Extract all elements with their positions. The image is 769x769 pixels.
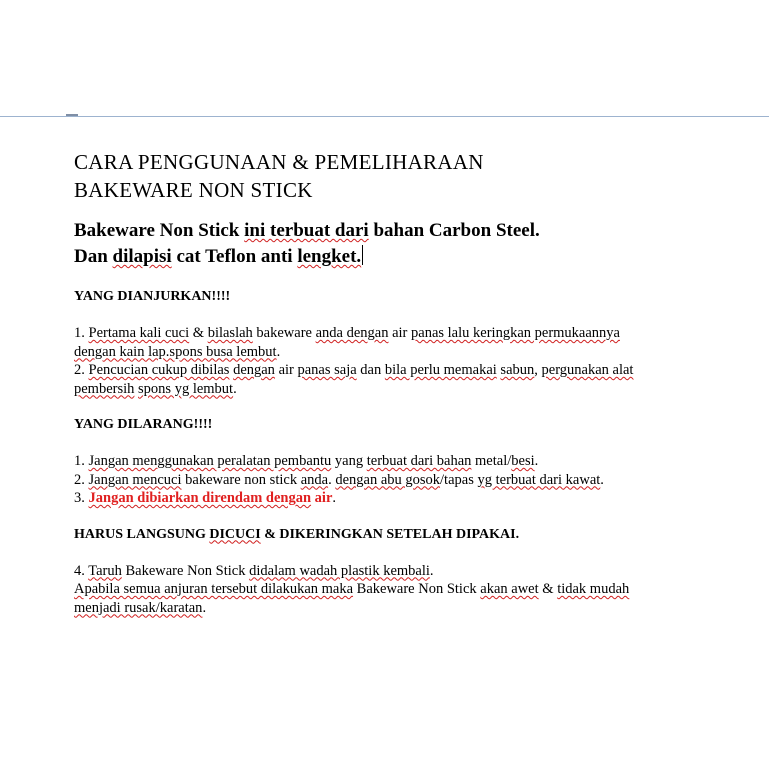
intro-text: cat Teflon anti: [171, 246, 298, 267]
section-heading-must-wash: [74, 526, 714, 544]
text-run: air: [274, 362, 298, 378]
section-heading-prohibited: YANG DILARANG!!!!: [74, 417, 213, 432]
spelling-flag: dengan: [233, 362, 275, 378]
text-run: 1.: [74, 453, 89, 469]
text-run: HARUS LANGSUNG: [74, 526, 210, 542]
spacer: [74, 544, 714, 562]
spelling-flag: DICUCI: [209, 526, 261, 542]
text-run: /tapas: [440, 471, 478, 488]
spelling-flag: anda dengan: [315, 325, 389, 341]
spelling-flag: dengan kain lap.spons busa lembut: [74, 343, 277, 360]
text-run: .: [233, 380, 237, 397]
title-line-1: CARA PENGGUNAAN & PEMELIHARAAN: [74, 150, 484, 174]
text-run: 2.: [74, 362, 89, 378]
margin-marker: [66, 114, 78, 116]
text-run: ,: [534, 362, 542, 378]
text-run: yang: [331, 453, 367, 469]
text-run: dan: [356, 362, 385, 378]
document-title: [74, 148, 714, 204]
spelling-flag: Pertama kali cuci: [88, 325, 190, 341]
spelling-flag: bila perlu memakai: [384, 362, 497, 378]
spelling-flag: pembersih: [74, 380, 135, 397]
document-body[interactable]: [74, 148, 714, 617]
warning-text: Jangan dibiarkan direndam dengan: [88, 490, 312, 506]
text-run: bakeware: [252, 325, 316, 341]
spelling-flag: Pencucian cukup dibilas: [88, 362, 230, 378]
text-run: .: [429, 562, 434, 579]
spelling-flag: didalam wadah plastik kembali: [249, 562, 430, 579]
spelling-flag: sabun: [500, 362, 535, 378]
spelling-flag: dengan abu gosok: [335, 471, 441, 488]
text-run: &: [189, 325, 208, 341]
spelling-flag: lengket.: [297, 246, 362, 267]
spacer: [74, 434, 714, 452]
text-run: .: [332, 490, 337, 506]
text-run: .: [276, 343, 281, 360]
intro-text: bahan Carbon Steel.: [368, 220, 540, 241]
spelling-flag: pergunakan alat: [541, 362, 634, 378]
spelling-flag: Jangan mencuci: [88, 471, 182, 488]
spelling-flag: dilapisi: [112, 246, 172, 267]
text-run: air: [388, 325, 412, 341]
section-heading-recommended: YANG DIANJURKAN!!!!: [74, 289, 231, 304]
text-run: 2.: [74, 471, 89, 488]
text-run: Bakeware Non Stick: [353, 581, 481, 597]
spelling-flag: Taruh: [88, 562, 122, 579]
spelling-flag: tidak mudah: [557, 581, 630, 597]
prohibited-item-1: [74, 452, 714, 471]
text-run: .: [202, 599, 207, 616]
spelling-flag: akan awet: [480, 581, 539, 597]
prohibited-item-3: [74, 489, 714, 508]
spelling-flag: Jangan menggunakan peralatan pembantu: [88, 453, 332, 469]
spelling-flag: bilaslah: [207, 325, 253, 341]
intro-text: Dan: [74, 246, 113, 267]
page-top-border: [0, 116, 769, 117]
spelling-flag: besi: [511, 453, 535, 469]
warning-text: air: [311, 490, 333, 506]
text-run: .: [600, 471, 604, 488]
spelling-flag: panas lalu keringkan permukaannya: [411, 325, 620, 341]
text-run: 3.: [74, 490, 89, 506]
text-run: .: [328, 471, 336, 488]
text-run: &: [538, 581, 558, 597]
spelling-flag: Apabila semua anjuran tersebut dilakukan maka: [74, 581, 354, 597]
text-run: 1.: [74, 325, 89, 341]
text-run: & DIKERINGKAN SETELAH DIPAKAI.: [260, 526, 520, 542]
spelling-flag: menjadi rusak/karatan: [74, 599, 203, 616]
intro-text: Bakeware Non Stick: [74, 220, 245, 241]
spelling-flag: terbuat dari bahan: [366, 453, 472, 469]
spelling-flag: spons yg lembut: [138, 380, 234, 397]
recommended-item-2: [74, 361, 714, 398]
spelling-flag: yg terbuat dari kawat: [477, 471, 601, 488]
text-run: .: [534, 453, 539, 469]
spacer: [74, 306, 714, 324]
text-run: metal/: [471, 453, 512, 469]
text-run: 4.: [74, 562, 89, 579]
text-run: Bakeware Non Stick: [121, 562, 250, 579]
text-run: bakeware non stick: [181, 471, 301, 488]
spelling-flag: anda: [300, 471, 329, 488]
storage-item-4: [74, 562, 714, 618]
text-cursor: [362, 245, 363, 265]
prohibited-item-2: [74, 471, 714, 490]
spelling-flag: panas saja: [297, 362, 357, 378]
spelling-flag: ini terbuat dari: [244, 220, 369, 241]
recommended-item-1: [74, 324, 714, 361]
intro-paragraph: [74, 218, 714, 270]
title-line-2: BAKEWARE NON STICK: [74, 178, 313, 202]
